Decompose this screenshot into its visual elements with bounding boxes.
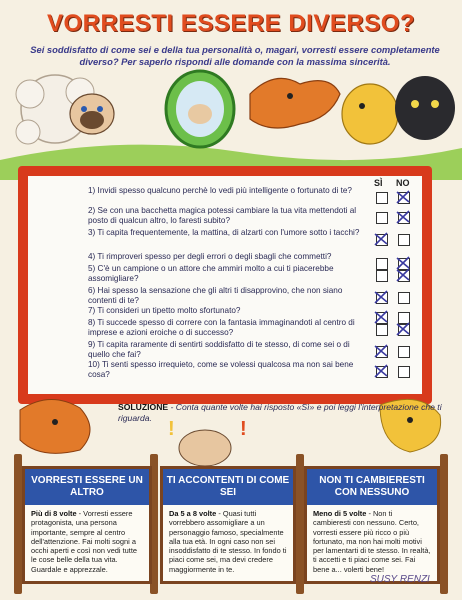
solution-label: SOLUZIONE <box>118 402 169 412</box>
result-range: Da 5 a 8 volte <box>169 509 217 518</box>
result-heading: VORRESTI ESSERE UN ALTRO <box>25 469 149 505</box>
page-subtitle: Sei soddisfatto di come sei e della tua personalità o, magari, vorresti essere completamente diverso? Per saperlo rispondi alle domande con la massima sincerità. <box>30 44 440 67</box>
yellow-dog <box>342 84 398 144</box>
check-mark-icon <box>396 268 410 282</box>
answer-checkbox-no[interactable] <box>398 366 410 378</box>
result-text: - Vorresti essere protagonista, una persona importante, sempre al centro dell'attenzione. Fai molti sogni a occhi aperti e così non vedi tutte le cose belle della tua vita. Guardale e apprezzale. <box>31 509 137 574</box>
no-column-header: NO <box>396 178 410 188</box>
question-text: 6) Hai spesso la sensazione che gli altri ti disapprovino, che non siano contenti di te? <box>88 286 343 305</box>
check-mark-icon <box>396 322 410 336</box>
svg-text:!: ! <box>240 418 247 440</box>
solution-text <box>118 402 448 424</box>
answer-checkbox-no[interactable] <box>398 292 410 304</box>
result-panel-few <box>304 466 440 584</box>
solution-instructions: - Conta quante volte hai risposto «Sì» e poi leggi l'interpretazione che ti riguarda. <box>118 402 442 423</box>
answer-checkbox-yes[interactable] <box>376 270 388 282</box>
artist-signature: SUSY RENZI <box>370 574 430 585</box>
question-text: 10) Ti senti spesso irrequieto, come se volessi qualcosa ma non sai bene cosa? <box>88 360 354 379</box>
question-text: 1) Invidi spesso qualcuno perchè lo vedi più intelligente o fortunato di te? <box>88 186 352 195</box>
answer-checkbox-yes[interactable] <box>376 212 388 224</box>
result-text: - Non ti cambieresti con nessuno. Certo, vorresti essere più ricco o più fortunato, ma non hai molti motivi per lamentarti di te stesso. In realtà, ti accetti e ti piaci come sei. Fai bene a... volerti bene! <box>313 509 431 574</box>
page-title: VORRESTI ESSERE DIVERSO? <box>46 10 416 37</box>
fence-post <box>440 454 448 594</box>
result-body <box>31 509 143 574</box>
question-text: 8) Ti succede spesso di correre con la fantasia immaginandoti al centro di imprese e azioni eroiche o di successo? <box>88 318 355 337</box>
result-text: - Quasi tutti vorrebbero assomigliare a un personaggio famoso, specialmente alla tua età. In ogni caso non sei insoddisfatto di te stesso. In fondo ti piaci come sei, ma devi credere maggiormente in te. <box>169 509 287 574</box>
fence-post <box>14 454 22 594</box>
result-panel-many <box>22 466 152 584</box>
answer-checkbox-no[interactable] <box>398 234 410 246</box>
question-text: 2) Se con una bacchetta magica potessi cambiare la tua vita mettendoti al posto di qualcun altro, lo faresti subito? <box>88 206 357 225</box>
fox-dog <box>250 78 340 128</box>
result-range: Più di 8 volte <box>31 509 77 518</box>
question-text: 7) Ti consideri un tipetto molto sfortunato? <box>88 306 241 315</box>
middle-cat <box>179 430 231 466</box>
result-range: Meno di 5 volte <box>313 509 367 518</box>
yes-column-header: SÌ <box>374 178 383 188</box>
result-heading: TI ACCONTENTI DI COME SEI <box>163 469 293 505</box>
check-mark-icon <box>374 364 388 378</box>
left-dog <box>20 399 90 453</box>
animals-illustration <box>0 64 462 180</box>
check-mark-icon <box>374 232 388 246</box>
black-cat <box>395 76 455 140</box>
result-body <box>313 509 431 574</box>
result-heading: NON TI CAMBIERESTI CON NESSUNO <box>307 469 437 505</box>
answer-checkbox-yes[interactable] <box>376 192 388 204</box>
question-text: 9) Ti capita raramente di sentirti soddisfatto di te stesso, di come sei o di quello che fai? <box>88 340 350 359</box>
answer-checkbox-yes[interactable] <box>376 258 388 270</box>
result-body <box>169 509 287 574</box>
question-text: 3) Ti capita frequentemente, la mattina, di alzarti con l'umore sotto i tacchi? <box>88 228 360 237</box>
check-mark-icon <box>396 190 410 204</box>
check-mark-icon <box>374 310 388 324</box>
question-text: 5) C'è un campione o un attore che ammiri molto a cui ti piacerebbe assomigliare? <box>88 264 334 283</box>
svg-text:!: ! <box>168 418 175 440</box>
result-panel-middle <box>160 466 296 584</box>
question-text: 4) Ti rimproveri spesso per degli errori o degli sbagli che commetti? <box>88 252 332 261</box>
fence-post <box>296 454 304 594</box>
answer-checkbox-yes[interactable] <box>376 324 388 336</box>
check-mark-icon <box>396 210 410 224</box>
answer-checkbox-no[interactable] <box>398 346 410 358</box>
check-mark-icon <box>374 344 388 358</box>
check-mark-icon <box>374 290 388 304</box>
